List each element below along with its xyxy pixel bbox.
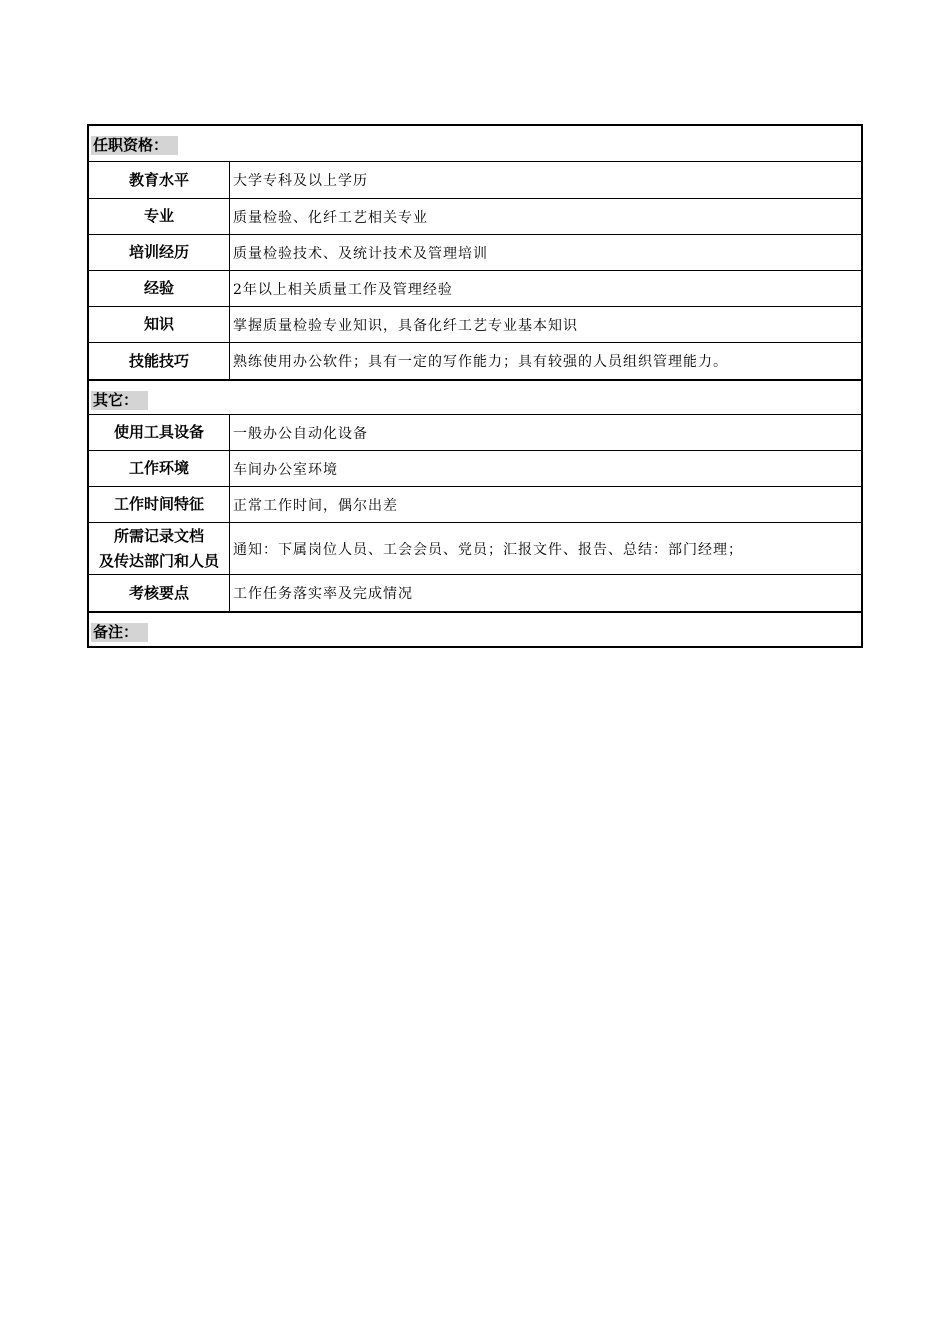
table-row — [89, 575, 861, 611]
job-description-table — [87, 124, 863, 648]
table-row — [89, 162, 861, 199]
education-level-value: 大学专科及以上学历 — [233, 173, 368, 189]
work-environment-label: 工作环境 — [89, 451, 230, 486]
knowledge-label: 知识 — [89, 307, 230, 342]
major-label: 专业 — [89, 199, 230, 234]
table-row — [89, 235, 861, 271]
documents-recipients-label-line2: 及传达部门和人员 — [98, 551, 219, 570]
table-row — [89, 307, 861, 343]
other-title: 其它： — [91, 391, 148, 410]
assessment-points-value: 工作任务落实率及完成情况 — [233, 586, 413, 602]
documents-recipients-value: 通知：下属岗位人员、工会会员、党员；汇报文件、报告、总结：部门经理； — [233, 541, 743, 558]
knowledge-value: 掌握质量检验专业知识，具备化纤工艺专业基本知识 — [233, 317, 578, 334]
table-row — [89, 487, 861, 523]
work-hours-value: 正常工作时间，偶尔出差 — [233, 497, 398, 514]
training-value: 质量检验技术、及统计技术及管理培训 — [233, 245, 488, 262]
table-row — [89, 523, 861, 575]
tools-equipment-value: 一般办公自动化设备 — [233, 425, 368, 442]
table-row — [89, 199, 861, 235]
remarks-header — [89, 611, 861, 646]
work-hours-label: 工作时间特征 — [89, 487, 230, 522]
tools-equipment-label: 使用工具设备 — [89, 415, 230, 450]
remarks-title: 备注： — [91, 623, 148, 642]
education-level-label: 教育水平 — [89, 162, 230, 198]
documents-recipients-label — [89, 523, 230, 574]
table-row — [89, 343, 861, 379]
qualifications-header — [89, 126, 861, 162]
documents-recipients-label-line1: 所需记录文档 — [113, 526, 204, 545]
major-value: 质量检验、化纤工艺相关专业 — [233, 209, 428, 226]
assessment-points-label: 考核要点 — [89, 575, 230, 611]
skills-value: 熟练使用办公软件；具有一定的写作能力；具有较强的人员组织管理能力。 — [233, 354, 728, 370]
experience-value: 2年以上相关质量工作及管理经验 — [233, 281, 453, 298]
qualifications-title: 任职资格： — [91, 136, 178, 155]
work-environment-value: 车间办公室环境 — [233, 461, 338, 478]
skills-label: 技能技巧 — [89, 343, 230, 379]
table-row — [89, 415, 861, 451]
other-header — [89, 379, 861, 415]
training-label: 培训经历 — [89, 235, 230, 270]
experience-label: 经验 — [89, 271, 230, 306]
table-row — [89, 271, 861, 307]
table-row — [89, 451, 861, 487]
